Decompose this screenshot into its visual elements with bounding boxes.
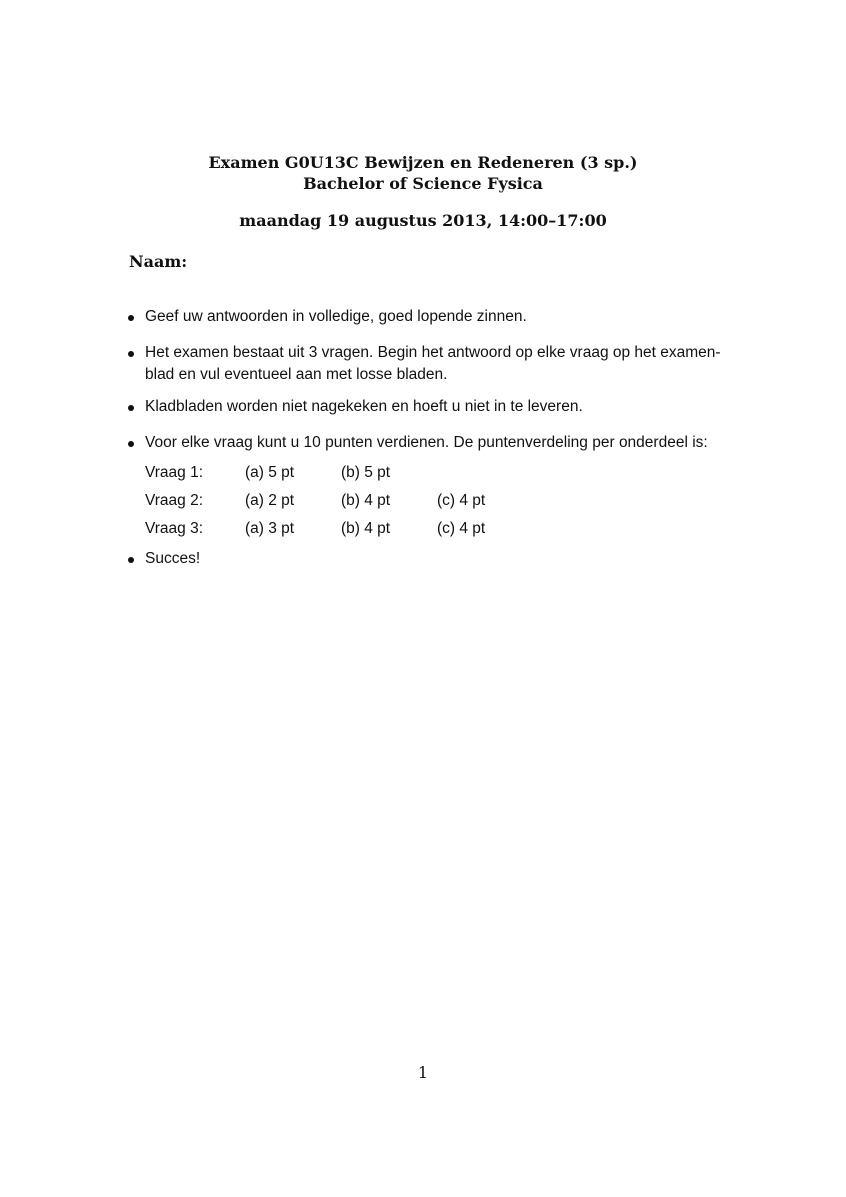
question-label: Vraag 1: (145, 464, 204, 481)
part-a-points: (a) 2 pt (245, 492, 295, 509)
part-a-points: (a) 5 pt (245, 464, 295, 481)
question-label: Vraag 2: (145, 492, 204, 509)
part-a-points: (a) 3 pt (245, 520, 295, 537)
exam-datetime: maandag 19 augustus 2013, 14:00–17:00 (239, 211, 607, 230)
table-row (145, 487, 517, 515)
part-c-points: (c) 4 pt (437, 492, 486, 509)
instruction-item (145, 343, 745, 385)
instruction-item (145, 307, 745, 327)
instruction-text-continued: blad en vul eventueel aan met losse bladen. (145, 366, 448, 383)
instruction-text: Geef uw antwoorden in volledige, goed lopende zinnen. (145, 308, 527, 325)
part-c-points: (c) 4 pt (437, 520, 486, 537)
instruction-item (145, 549, 745, 569)
table-row (145, 515, 517, 543)
page-number: 1 (417, 1063, 429, 1082)
instruction-item (145, 433, 745, 453)
exam-title: Examen G0U13C Bewijzen en Redeneren (3 sp.) (208, 153, 638, 172)
question-label: Vraag 3: (145, 520, 204, 537)
points-distribution-table (145, 459, 517, 543)
table-row (145, 459, 517, 487)
instruction-text: Voor elke vraag kunt u 10 punten verdienen. De puntenverdeling per onderdeel is: (145, 434, 708, 451)
instruction-text: Succes! (145, 550, 201, 567)
name-label: Naam: (129, 252, 188, 271)
instruction-text: Het examen bestaat uit 3 vragen. Begin het antwoord op elke vraag op het examen- (145, 344, 721, 361)
instruction-text: Kladbladen worden niet nagekeken en hoeft u niet in te leveren. (145, 398, 583, 415)
part-b-points: (b) 5 pt (341, 464, 391, 481)
instruction-item (145, 397, 745, 417)
part-b-points: (b) 4 pt (341, 520, 391, 537)
program-title: Bachelor of Science Fysica (303, 174, 543, 193)
part-c-points (437, 459, 517, 487)
part-b-points: (b) 4 pt (341, 492, 391, 509)
